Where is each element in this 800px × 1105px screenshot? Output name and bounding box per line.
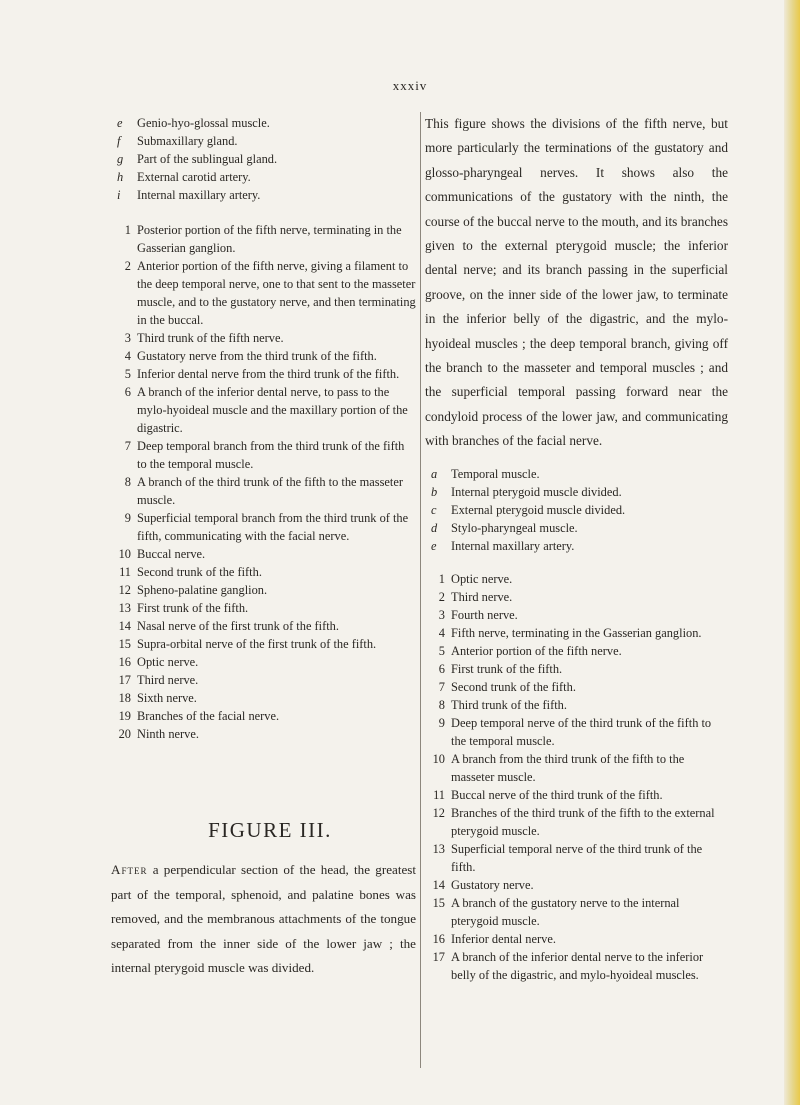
legend-key: 20 [118,727,131,741]
figure-description-text: a perpendicular section of the head, the greatest part of the temporal, sphenoid, and palatine bones was removed, and the membranous attachments of the tongue separated from the inner side of the lower jaw ; the internal pterygoid muscle was divided. [111,862,416,975]
legend-key: 16 [432,931,445,946]
legend-key: 6 [124,385,131,399]
legend-key: 12 [118,583,131,597]
number-legend-item [111,725,417,743]
letter-legend-item [111,132,417,150]
number-legend-item [111,545,417,563]
number-legend-item [425,570,728,588]
legend-text: Deep temporal nerve of the third trunk of the fifth to the temporal muscle. [451,715,712,748]
legend-text: External pterygoid muscle divided. [451,502,626,517]
legend-text: Gustatory nerve. [451,877,534,892]
letter-legend-item [111,168,417,186]
legend-text: A branch of the third trunk of the fifth to the masseter muscle. [137,475,403,507]
number-legend-item [425,660,728,678]
number-legend-item [425,948,728,984]
number-legend-item [425,606,728,624]
legend-text: Stylo-pharyngeal muscle. [451,520,578,535]
right-number-legend [425,570,728,984]
legend-key: 9 [124,511,131,525]
legend-text: Third trunk of the fifth nerve. [137,331,284,345]
legend-text: Inferior dental nerve from the third trunk of the fifth. [137,367,400,381]
number-legend-item [111,563,417,581]
number-legend-item [111,221,417,257]
legend-text: A branch of the inferior dental nerve to the inferior belly of the digastric, and mylo-hyoideal muscles. [451,949,704,982]
legend-key: 8 [124,475,131,489]
legend-text: Third nerve. [451,589,513,604]
number-legend-item [111,653,417,671]
letter-legend-item [425,501,728,519]
legend-text: Second trunk of the fifth. [137,565,262,579]
legend-key: 13 [118,601,131,615]
legend-key: 14 [432,877,445,892]
legend-text: Third nerve. [137,673,199,687]
number-legend-item [425,876,728,894]
legend-key: 1 [124,223,131,237]
legend-key: c [431,502,437,517]
legend-key: 11 [433,787,445,802]
legend-key: 6 [438,661,445,676]
legend-text: Optic nerve. [137,655,199,669]
legend-key: 18 [118,691,131,705]
legend-key: e [117,116,123,130]
legend-key: 7 [438,679,445,694]
number-legend-item [111,509,417,545]
legend-key: 3 [438,607,445,622]
number-legend-item [111,689,417,707]
left-number-legend [111,221,417,743]
figure-description [111,858,416,981]
legend-key: 13 [432,841,445,856]
number-legend-item [425,588,728,606]
legend-text: First trunk of the fifth. [451,661,563,676]
right-paragraph: This figure shows the divisions of the fifth nerve, but more particularly the terminations of the gustatory and glosso-pharyngeal nerves. It shows also the communications of the gustatory with the ninth, the course of the buccal nerve to the mouth, and its branches given to the external pterygoid muscle; the inferior dental nerve; and its branch passing in the superficial groove, on the inner side of the lower jaw, to terminate in the inferior belly of the digastric, and the mylo-hyoideal muscles ; the deep temporal branch, giving off the branch to the masseter and temporal muscles ; and the superficial temporal passing forward near the condyloid process of the lower jaw, and communicating with branches of the facial nerve. [425,116,728,449]
number-legend-item [111,581,417,599]
legend-key: 8 [438,697,445,712]
number-legend-item [111,707,417,725]
legend-key: 5 [438,643,445,658]
legend-key: 19 [118,709,131,723]
legend-key: a [431,466,438,481]
letter-legend-item [111,186,417,204]
legend-text: Fifth nerve, terminating in the Gasserian ganglion. [451,625,702,640]
legend-text: Posterior portion of the fifth nerve, terminating in the Gasserian ganglion. [137,223,402,255]
number-legend-item [425,894,728,930]
legend-key: 15 [118,637,131,651]
figure-lead-word: After [111,862,148,877]
legend-text: Second trunk of the fifth. [451,679,576,694]
legend-key: 17 [432,949,445,964]
number-legend-item [425,714,728,750]
legend-key: 1 [438,571,445,586]
page-edge [784,0,800,1105]
left-letter-legend [111,114,417,204]
number-legend-item [425,840,728,876]
number-legend-item [111,473,417,509]
legend-key: 17 [118,673,131,687]
legend-text: Inferior dental nerve. [451,931,556,946]
number-legend-item [425,624,728,642]
legend-text: Part of the sublingual gland. [137,152,278,166]
legend-text: A branch of the inferior dental nerve, to pass to the mylo-hyoideal muscle and the maxillary portion of the digastric. [137,385,408,435]
figure-heading: FIGURE III. [208,818,332,842]
legend-text: Supra-orbital nerve of the first trunk of the fifth. [137,637,377,651]
number-legend-item [425,642,728,660]
letter-legend-item [111,114,417,132]
legend-key: i [117,188,121,202]
legend-text: Ninth nerve. [137,727,199,741]
number-legend-item [111,329,417,347]
page-number: xxxiv [392,78,428,93]
legend-text: Sixth nerve. [137,691,197,705]
column-divider [420,112,421,1068]
legend-text: Fourth nerve. [451,607,518,622]
legend-text: Nasal nerve of the first trunk of the fifth. [137,619,339,633]
legend-text: Spheno-palatine ganglion. [137,583,268,597]
number-legend-item [425,696,728,714]
legend-key: 3 [124,331,131,345]
letter-legend-item [425,465,728,483]
legend-text: Superficial temporal nerve of the third trunk of the fifth. [451,841,703,874]
legend-key: 2 [124,259,131,273]
letter-legend-item [425,519,728,537]
legend-key: 5 [124,367,131,381]
legend-key: f [117,134,121,148]
number-legend-item [111,671,417,689]
legend-text: Internal maxillary artery. [137,188,261,202]
legend-text: Superficial temporal branch from the third trunk of the fifth, communicating with the facial nerve. [137,511,409,543]
legend-text: Anterior portion of the fifth nerve, giving a filament to the deep temporal nerve, one to that sent to the masseter muscle, and to the gustatory nerve, and then terminating in the buccal. [137,259,416,327]
number-legend-item [111,383,417,437]
number-legend-item [111,347,417,365]
legend-text: Buccal nerve. [137,547,206,561]
legend-key: 4 [124,349,131,363]
number-legend-item [111,437,417,473]
number-legend-item [111,635,417,653]
legend-key: 10 [118,547,131,561]
legend-text: Temporal muscle. [451,466,540,481]
number-legend-item [425,804,728,840]
legend-key: 7 [124,439,131,453]
number-legend-item [425,678,728,696]
legend-text: A branch of the gustatory nerve to the internal pterygoid muscle. [451,895,680,928]
number-legend-item [111,257,417,329]
legend-text: Branches of the facial nerve. [137,709,280,723]
legend-key: 16 [118,655,131,669]
legend-key: d [431,520,438,535]
legend-text: Deep temporal branch from the third trunk of the fifth to the temporal muscle. [137,439,405,471]
legend-key: 10 [432,751,445,766]
legend-key: 11 [119,565,131,579]
legend-text: Third trunk of the fifth. [451,697,567,712]
legend-key: 9 [438,715,445,730]
number-legend-item [425,930,728,948]
right-letter-legend [425,465,728,555]
legend-text: External carotid artery. [137,170,251,184]
legend-key: 12 [432,805,445,820]
legend-text: Gustatory nerve from the third trunk of the fifth. [137,349,377,363]
legend-text: Internal pterygoid muscle divided. [451,484,622,499]
legend-text: First trunk of the fifth. [137,601,249,615]
legend-key: b [431,484,438,499]
number-legend-item [425,750,728,786]
number-legend-item [425,786,728,804]
letter-legend-item [111,150,417,168]
right-column [425,112,728,984]
letter-legend-item [425,483,728,501]
number-legend-item [111,365,417,383]
legend-text: Buccal nerve of the third trunk of the fifth. [451,787,663,802]
letter-legend-item [425,537,728,555]
legend-key: g [117,152,124,166]
legend-key: 15 [432,895,445,910]
legend-text: Submaxillary gland. [137,134,238,148]
legend-text: Optic nerve. [451,571,513,586]
left-column [111,114,417,743]
legend-text: Genio-hyo-glossal muscle. [137,116,270,130]
legend-key: h [117,170,124,184]
legend-key: e [431,538,437,553]
legend-text: Anterior portion of the fifth nerve. [451,643,622,658]
legend-key: 14 [118,619,131,633]
legend-key: 2 [438,589,445,604]
legend-text: Branches of the third trunk of the fifth to the external pterygoid muscle. [451,805,715,838]
number-legend-item [111,617,417,635]
legend-key: 4 [438,625,445,640]
legend-text: Internal maxillary artery. [451,538,575,553]
number-legend-item [111,599,417,617]
legend-text: A branch from the third trunk of the fifth to the masseter muscle. [451,751,685,784]
